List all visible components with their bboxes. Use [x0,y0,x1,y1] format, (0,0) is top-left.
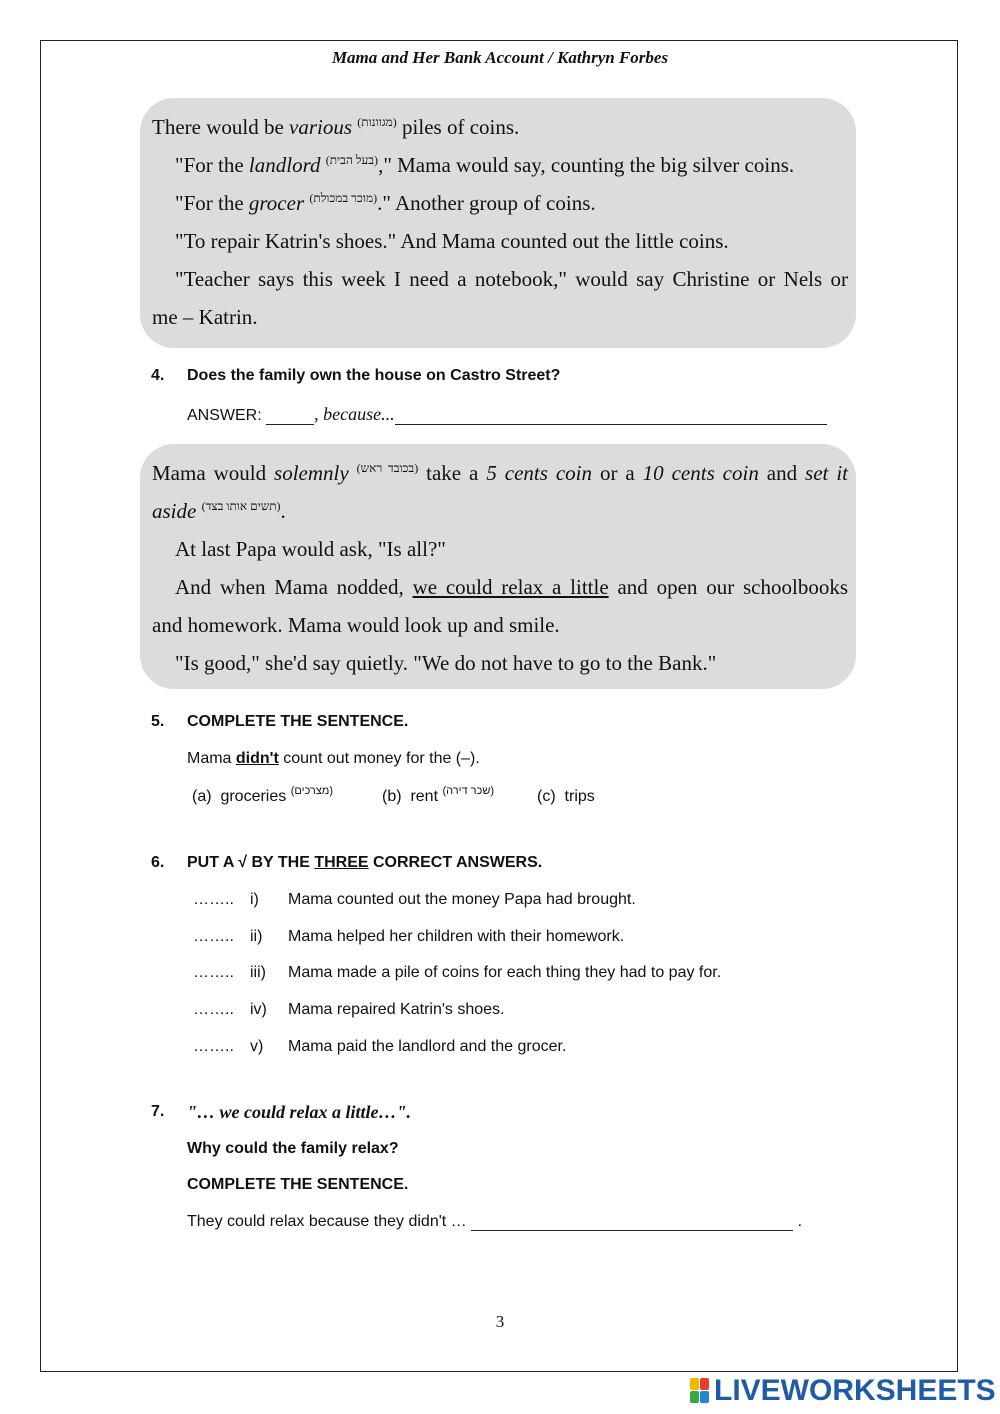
hebrew-gloss: (תשים אותו בצד) [201,499,281,513]
question-number: 6. [151,854,165,871]
liveworksheets-icon [690,1378,710,1404]
answer-blank-long[interactable] [395,407,827,425]
answer-row [187,404,827,425]
passage-line: "Teacher says this week I need a notebook," would say Christine or Nels or [175,267,848,291]
option-a[interactable]: (a) groceries $^{(מצרכים)}$ [192,785,334,805]
question-instruction: COMPLETE THE SENTENCE. [187,713,409,730]
question-number: 4. [151,367,165,384]
hebrew-gloss: (בכובד ראש) [356,461,419,475]
question-7 [151,1103,861,1243]
passage-line: "For the landlord $^{(בעל הבית)}$," Mama would say, counting the big silver coins. [175,153,795,177]
question-text: Why could the family relax? [187,1140,399,1157]
passage-line: and homework. Mama would look up and smile. [152,613,560,637]
answer-row: They could relax because they didn't … . [187,1213,803,1230]
passage-line: "Is good," she'd say quietly. "We do not have to go to the Bank." [175,651,717,675]
question-number: 5. [151,713,165,730]
passage-line: There would be various $^{(מגוונות)}$ piles of coins. [152,115,520,139]
page-number: 3 [495,1312,505,1331]
question-6: 6. PUT A √ BY THE THREE CORRECT ANSWERS. …….. i) Mama counted out the money Papa had brought. …….. ii) Mama helped her children with their homework. …….. iii) Mama made a pile of coins for each thing they had to pay for. …….. iv) Mama repaired Katrin's shoes. …….. v) Mama paid the landlord and the grocer. [151,854,722,1055]
answer-blank-short[interactable] [266,407,314,425]
passage-line: "For the grocer $^{(מוכר במכולת)}$." Another group of coins. [175,191,596,215]
hebrew-gloss: (מגוונות) [357,115,397,129]
passage-line: "To repair Katrin's shoes." And Mama counted out the little coins. [175,229,729,253]
question-sentence: Mama didn't count out money for the (–). [187,750,480,767]
answer-label: ANSWER: [187,407,262,424]
answer-hint: , because... [314,404,395,424]
liveworksheets-logo [690,1374,996,1408]
question-quote: "… we could relax a little…". [187,1102,411,1122]
brand-text: LIVEWORKSHEETS [714,1374,996,1407]
passage-line: Mama would solemnly $^{(בכובד ראש)}$ take a 5 cents coin or a 10 cents coin and set it [152,461,848,485]
question-number: 7. [151,1103,165,1120]
passage-line: At last Papa would ask, "Is all?" [175,537,446,561]
page-header-title: Mama and Her Bank Account / Kathryn Forbes [331,48,669,67]
hebrew-gloss: (מוכר במכולת) [309,191,378,205]
question-text: Does the family own the house on Castro Street? [187,367,561,384]
question-4 [151,367,851,437]
question-instruction: COMPLETE THE SENTENCE. [187,1176,409,1193]
passage-line: me – Katrin. [152,305,258,329]
passage-line: And when Mama nodded, we could relax a little and open our schoolbooks [175,575,848,599]
question-instruction: PUT A √ BY THE THREE CORRECT ANSWERS. [187,854,543,871]
option-b[interactable]: (b) rent $^{(שכר דירה)}$ [382,785,495,805]
option-c[interactable]: (c) trips [537,788,595,805]
hebrew-gloss: (בעל הבית) [325,153,379,167]
question-5 [151,713,851,813]
passage-line: aside $^{(תשים אותו בצד)}$. [152,499,286,523]
reading-passage-1 [140,98,856,348]
reading-passage-2 [140,444,856,689]
answer-blank[interactable] [471,1213,793,1231]
